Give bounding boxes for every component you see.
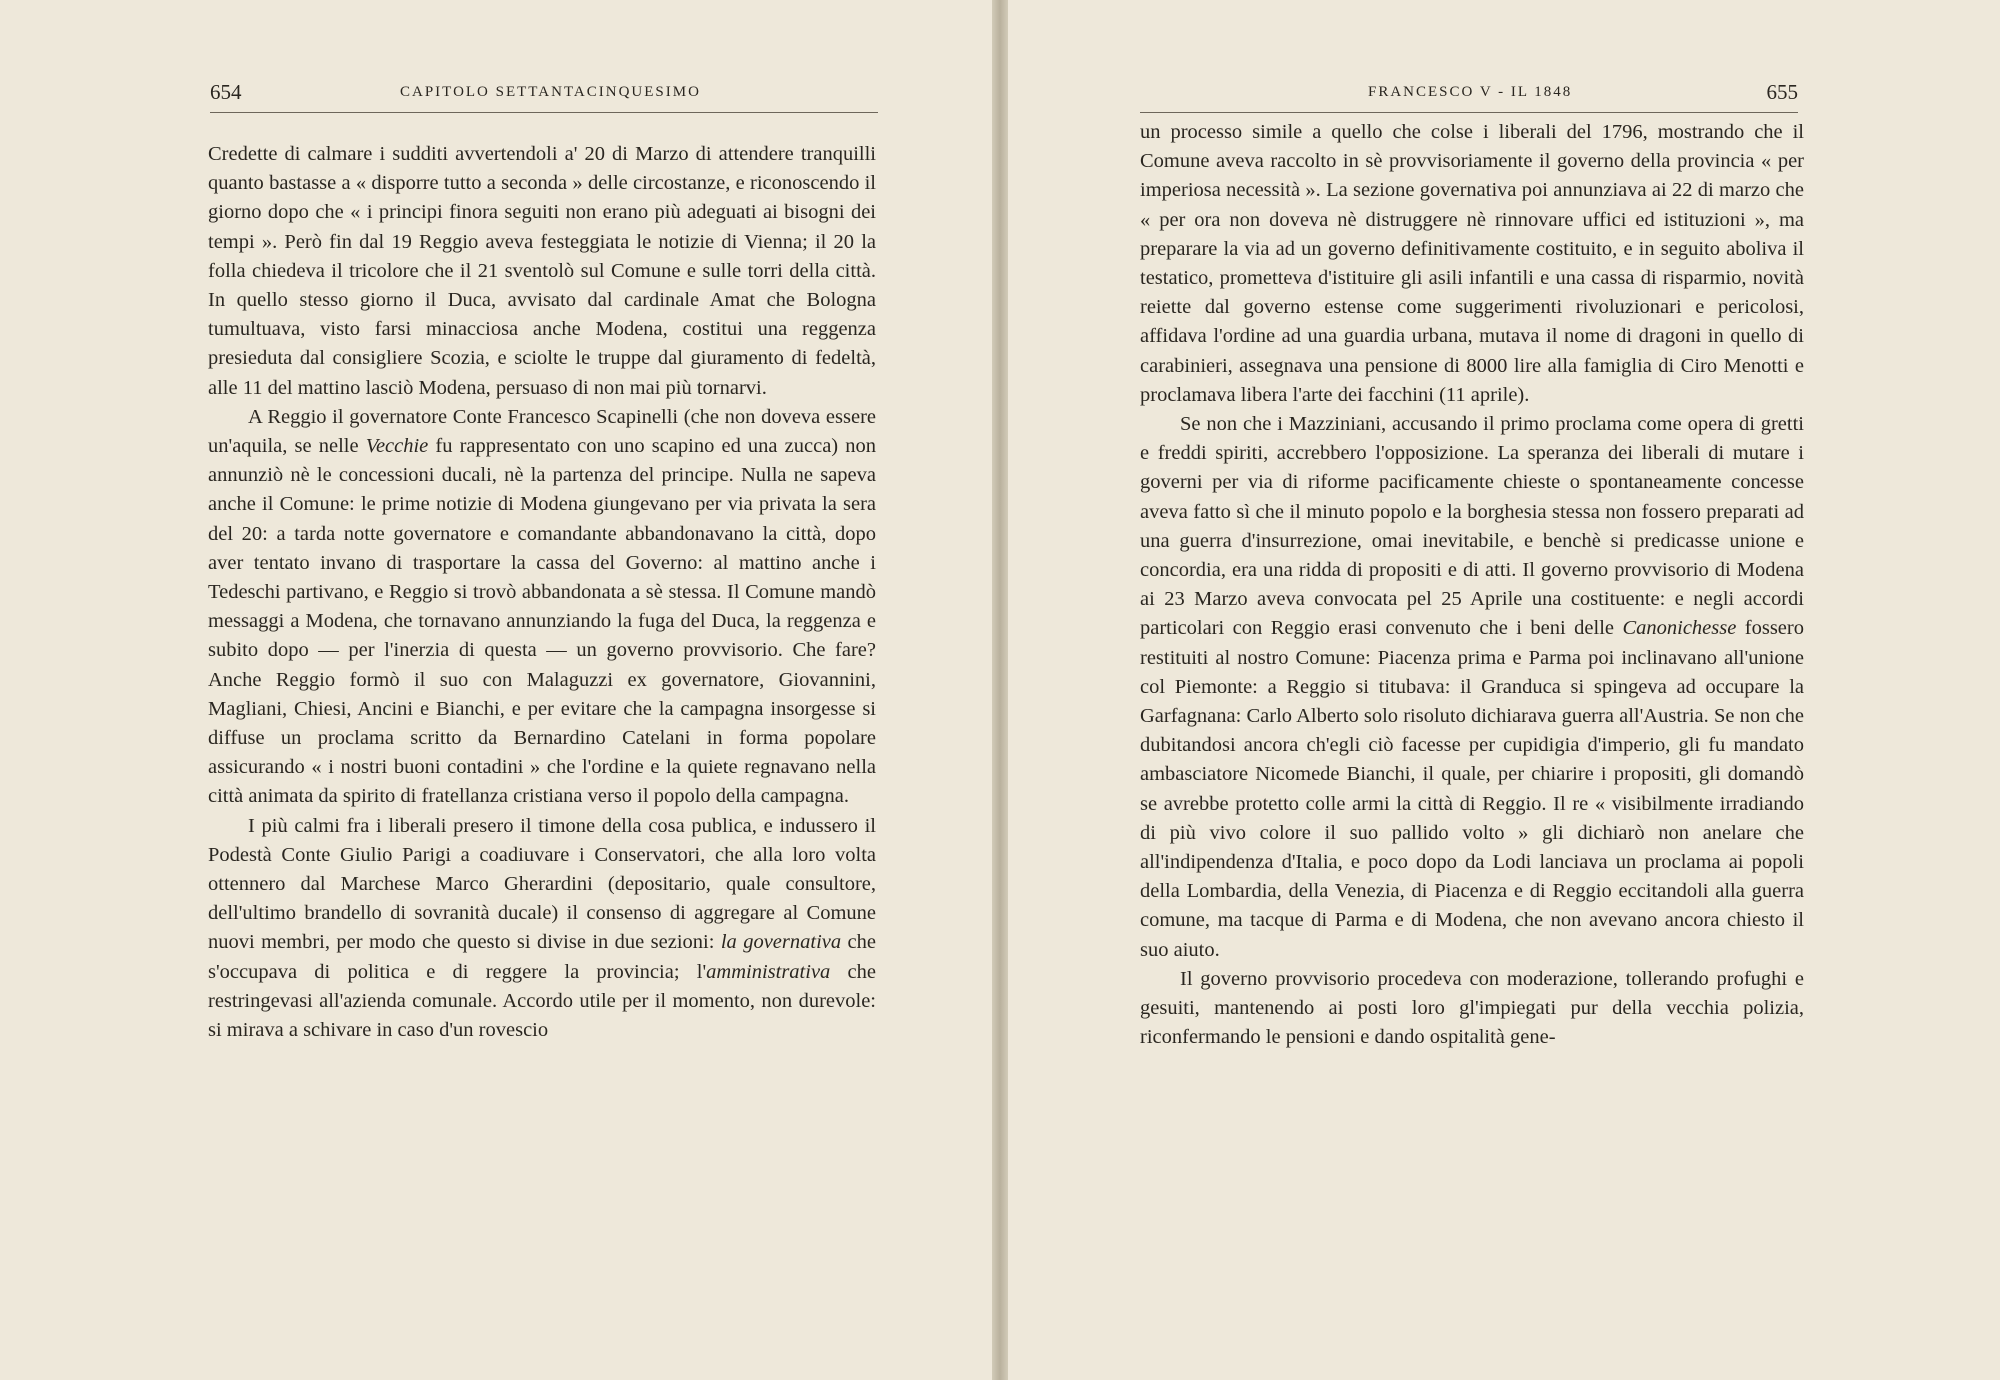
text-run: che s'occupava di politica e di reggere la provincia; l' — [208, 931, 876, 983]
right-paragraph-1 — [1140, 118, 1804, 410]
left-page-number: 654 — [210, 80, 242, 104]
text-run: Credette di calmare i sudditi avvertendoli a' 20 di Marzo di attendere tranquilli quanto bastasse a « disporre tutto a seconda » delle circostanze, e riconoscendo il giorno dopo che « i principi finora seguiti non erano più adeguati ai bisogni dei tempi ». Però fin dal 19 Reggio aveva festeggiata le notizie di Vienna; il 20 la folla chiedeva il tricolore che il 21 sventolò sul Comune e sulle torri della città. In quello stesso giorno il Duca, avvisato dal cardinale Amat che Bologna tumultuava, visto farsi minacciosa anche Modena, costitui una reggenza presieduta dal consigliere Scozia, e sciolte le truppe dal giuramento di fedeltà, alle 11 del mattino lasciò Modena, persuaso di non mai più tornarvi. — [208, 143, 876, 399]
book-gutter — [992, 0, 1008, 1380]
text-run: che restringevasi all'azienda comunale. Accordo utile per il momento, non durevole: si mirava a schivare in caso d'un rovescio — [208, 960, 876, 1042]
left-paragraph-2 — [208, 403, 876, 812]
left-paragraph-3 — [208, 812, 876, 1046]
right-header-rule — [1140, 112, 1798, 113]
right-paragraph-3 — [1140, 965, 1804, 1053]
right-page-number: 655 — [1766, 80, 1798, 104]
right-running-head: FRANCESCO V - IL 1848 — [1368, 84, 1573, 100]
left-running-head: CAPITOLO SETTANTACINQUESIMO — [400, 84, 701, 100]
left-page-header — [210, 80, 878, 110]
text-run: Il governo provvisorio procedeva con moderazione, tollerando profughi e gesuiti, mantenendo ai posti loro gl'impiegati pur della vecchia polizia, riconfermando le pensioni e dando ospitalità gene- — [1140, 967, 1804, 1049]
text-run: fu rappresentato con uno scapino ed una zucca) non annunziò nè le concessioni ducali, nè la partenza del principe. Nulla ne sapeva anche il Comune: le prime notizie di Modena giungevano per via privata la sera del 20: a tarda notte governatore e comandante abbandonavano la città, dopo aver tentato invano di trasportare la cassa del Governo: al mattino anche i Tedeschi partivano, e Reggio si trovò abbandonata a sè stessa. Il Comune mandò messaggi a Modena, che tornavano annunziando la fuga del Duca, la reggenza e subito dopo — per l'inerzia di questa — un governo provvisorio. Che fare? Anche Reggio formò il suo con Malaguzzi ex governatore, Giovannini, Magliani, Chiesi, Ancini e Bianchi, e per evitare che la campagna insorgesse si diffuse un proclama scritto da Bernardino Catelani in forma popolare assicurando « i nostri buoni contadini » che l'ordine e la quiete regnavano nella città animata da spirito di fratellanza cristiana verso il popolo della campagna. — [208, 435, 876, 808]
italic-term: Canonichesse — [1622, 617, 1737, 640]
text-run: Se non che i Mazziniani, accusando il primo proclama come opera di gretti e freddi spiriti, accrebbero l'opposizione. La speranza dei liberali di mutare i governi per via di riforme pacificamente chieste o spontaneamente concesse aveva fatto sì che il minuto popolo e la borghesia stessa non fossero preparati ad una guerra d'insurrezione, omai inevitabile, e benchè si predicasse unione e concordia, era una ridda di propositi e di atti. Il governo provvisorio di Modena ai 23 Marzo aveva convocata pel 25 Aprile una costituente: e negli accordi particolari con Reggio erasi convenuto che i beni delle — [1140, 413, 1804, 640]
left-page — [0, 0, 992, 1380]
right-page — [1008, 0, 2000, 1380]
text-run: A Reggio il governatore Conte Francesco Scapinelli (che non doveva essere un'aquila, se nelle — [208, 405, 876, 458]
text-run: un processo simile a quello che colse i liberali del 1796, mostrando che il Comune aveva raccolto in sè provvisoriamente il governo della provincia « per imperiosa necessità ». La sezione governativa poi annunziava ai 22 di marzo che « per ora non doveva nè distruggere nè rinnovare uffici ed istituzioni », ma preparare la via ad un governo definitivamente costituito, e in seguito aboliva il testatico, prometteva d'istituire gli asili infantili e una cassa di risparmio, novità reiette dal governo estense come suggerimenti rivoluzionari e pericolosi, affidava l'ordine ad una guardia urbana, mutava il nome di dragoni in quello di carabinieri, assegnava una pensione di 8000 lire alla famiglia di Ciro Menotti e proclamava libera l'arte dei facchini (11 aprile). — [1140, 121, 1804, 406]
italic-term: amministrativa — [706, 960, 831, 983]
left-page-text — [208, 140, 876, 1045]
right-page-text — [1140, 118, 1804, 1053]
right-page-header — [1140, 80, 1798, 110]
left-paragraph-1 — [208, 140, 876, 403]
italic-term: la governativa — [720, 931, 842, 954]
text-run: I più calmi fra i liberali presero il timone della cosa publica, e indussero il Podestà Conte Giulio Parigi a coadiuvare i Conservatori, che alla loro volta ottennero dal Marchese Marco Gherardini (depositario, quale consultore, dell'ultimo brandello di sovranità ducale) il consenso di aggregare al Comune nuovi membri, per modo che questo si divise in due sezioni: — [208, 814, 876, 954]
italic-title: Vecchie — [365, 435, 429, 458]
text-run: fossero restituiti al nostro Comune: Piacenza prima e Parma poi inclinavano all'unione col Piemonte: a Reggio si titubava: il Granduca si spingeva ad occupare la Garfagnana: Carlo Alberto solo risoluto dichiarava guerra all'Austria. Se non che dubitandosi ancora ch'egli ciò facesse per cupidigia d'imperio, gli fu mandato ambasciatore Nicomede Bianchi, il quale, per chiarire i propositi, gli domandò se avrebbe protetto colle armi la città di Reggio. Il re « visibilmente irradiando di più vivo colore il suo pallido volto » gli dichiarò non anelare che all'indipendenza d'Italia, e poco dopo da Lodi lanciava un proclama ai popoli della Lombardia, della Venezia, di Piacenza e di Reggio eccitandoli alla guerra comune, ma tacque di Parma e di Modena, che non avevano ancora chiesto il suo aiuto. — [1140, 617, 1804, 961]
left-header-rule — [210, 112, 878, 113]
right-paragraph-2 — [1140, 410, 1804, 965]
